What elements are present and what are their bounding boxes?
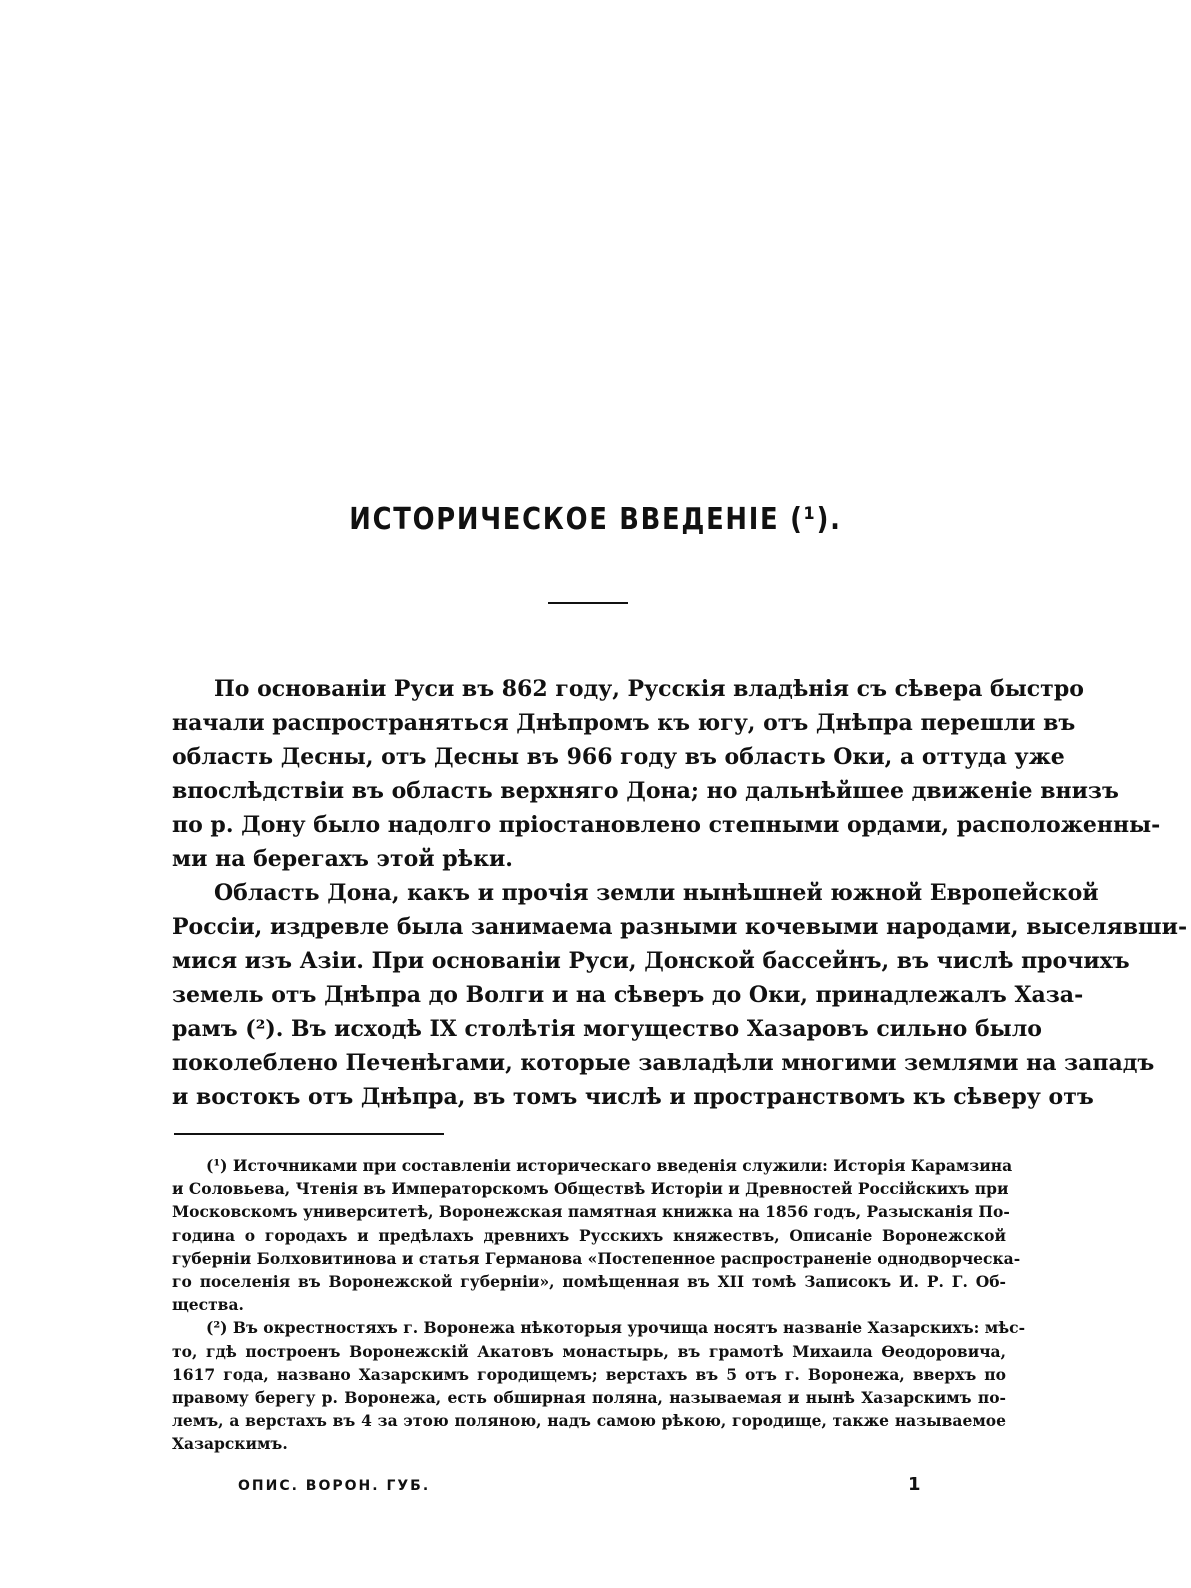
body-line: мися изъ Азіи. При основаніи Руси, Донской бассейнъ, въ числѣ прочихъ xyxy=(172,948,1130,974)
footnote-line: година о городахъ и предѣлахъ древнихъ Русскихъ княжествъ, Описаніе Воронежской xyxy=(172,1225,1006,1245)
footnote-line: и Соловьева, Чтенія въ Императорскомъ Обществѣ Исторіи и Древностей Россійскихъ при xyxy=(172,1179,1009,1199)
body-line: ми на берегахъ этой рѣки. xyxy=(172,846,513,872)
footnote-line: губерніи Болховитинова и статья Германова «Постепенное распространеніе однодворческа- xyxy=(172,1248,1021,1268)
footnote-divider xyxy=(174,1133,444,1135)
body-line: По основаніи Руси въ 862 году, Русскія владѣнія съ сѣвера быстро xyxy=(214,676,1084,702)
footnote-line: Московскомъ университетѣ, Воронежская памятная книжка на 1856 годъ, Разысканія По- xyxy=(172,1202,1010,1222)
footnote-line: то, гдѣ построенъ Воронежскій Акатовъ монастырь, въ грамотѣ Михаила Ѳеодоровича, xyxy=(172,1341,1006,1361)
body-line: впослѣдствіи въ область верхняго Дона; но дальнѣйшее движеніе внизъ xyxy=(172,778,1119,804)
footnote-line: лемъ, а верстахъ въ 4 за этою поляною, надъ самою рѣкою, городище, также называемое xyxy=(172,1411,1006,1431)
body-line: область Десны, отъ Десны въ 966 году въ область Оки, а оттуда уже xyxy=(172,744,1065,770)
body-line: рамъ (²). Въ исходѣ IX столѣтія могущество Хазаровъ сильно было xyxy=(172,1016,1042,1042)
body-line: и востокъ отъ Днѣпра, въ томъ числѣ и пространствомъ къ сѣверу отъ xyxy=(172,1084,1094,1110)
footnote-line: го поселенія въ Воронежской губерніи», помѣщенная въ XII томѣ Записокъ И. Р. Г. Об- xyxy=(172,1271,1006,1291)
body-line: Россіи, издревле была занимаема разными кочевыми народами, выселявши- xyxy=(172,914,1188,940)
body-line: по р. Дону было надолго пріостановлено степными ордами, расположенны- xyxy=(172,812,1161,838)
footnote-line: (¹) Источниками при составленіи историческаго введенія служили: Исторія Карамзина xyxy=(206,1156,1013,1175)
body-line: Область Дона, какъ и прочія земли нынѣшней южной Европейской xyxy=(214,880,1099,906)
body-line: поколеблено Печенѣгами, которые завладѣли многими землями на западъ xyxy=(172,1050,1155,1076)
footnotes xyxy=(172,1154,1026,1455)
chapter-title: ИСТОРИЧЕСКОЕ ВВЕДЕНІЕ (¹). xyxy=(349,502,842,537)
page-number: 1 xyxy=(908,1474,921,1495)
footnote-line: правому берегу р. Воронежа, есть обширная поляна, называемая и нынѣ Хазарскимъ по- xyxy=(172,1387,1006,1407)
body-line: земель отъ Днѣпра до Волги и на сѣверъ до Оки, принадлежалъ Хаза- xyxy=(172,982,1084,1008)
footnote-line: (²) Въ окрестностяхъ г. Воронежа нѣкоторыя урочища носятъ названіе Хазарскихъ: мѣс- xyxy=(206,1318,1026,1338)
body-line: начали распространяться Днѣпромъ къ югу, отъ Днѣпра перешли въ xyxy=(172,710,1076,736)
title-divider xyxy=(548,602,628,604)
printer-signature: ОПИС. ВОРОН. ГУБ. xyxy=(238,1478,431,1494)
body-text xyxy=(172,672,1188,1114)
footnote-line: 1617 года, названо Хазарскимъ городищемъ; верстахъ въ 5 отъ г. Воронежа, вверхъ по xyxy=(172,1364,1006,1384)
footnote-line: Хазарскимъ. xyxy=(172,1434,288,1454)
footnote-line: щества. xyxy=(172,1295,244,1315)
